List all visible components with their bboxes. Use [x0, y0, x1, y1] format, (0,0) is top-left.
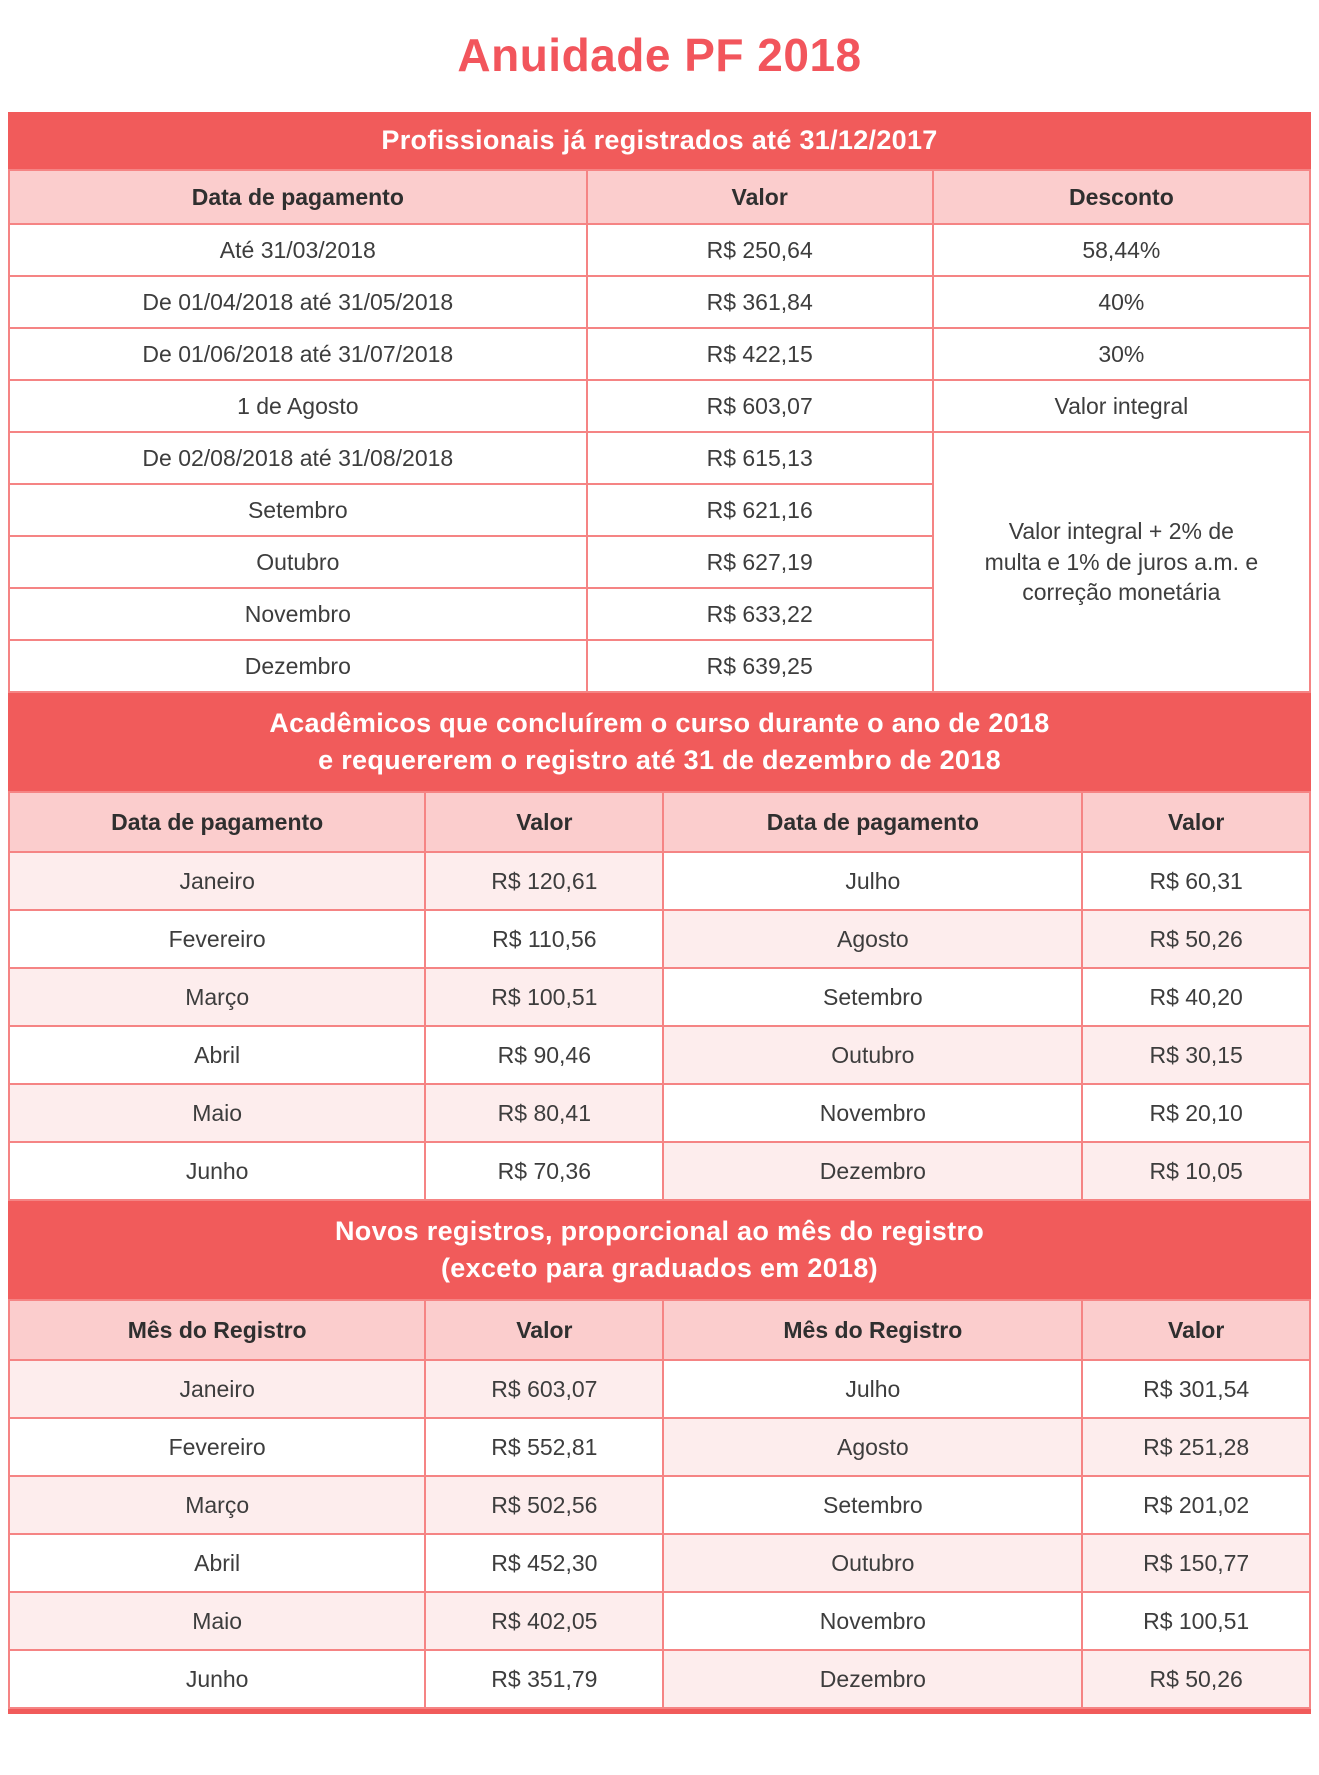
month-cell: Abril — [9, 1534, 425, 1592]
professionals-table — [8, 169, 1311, 693]
table-row — [9, 968, 1310, 1026]
value-cell: R$ 100,51 — [425, 968, 663, 1026]
month-cell: Novembro — [663, 1592, 1082, 1650]
month-cell: Julho — [663, 1360, 1082, 1418]
month-cell: Julho — [663, 852, 1082, 910]
column-header-value: Valor — [425, 792, 663, 852]
table-row — [9, 224, 1310, 276]
value-cell: R$ 110,56 — [425, 910, 663, 968]
value-cell: R$ 70,36 — [425, 1142, 663, 1200]
table-row — [9, 852, 1310, 910]
month-cell: Março — [9, 1476, 425, 1534]
value-cell: R$ 60,31 — [1082, 852, 1310, 910]
new-registrations-header-row — [9, 1300, 1310, 1360]
section-academics-banner — [8, 693, 1311, 791]
month-cell: Agosto — [663, 1418, 1082, 1476]
value-cell: R$ 201,02 — [1082, 1476, 1310, 1534]
payment-date-cell: Novembro — [9, 588, 587, 640]
payment-date-cell: Até 31/03/2018 — [9, 224, 587, 276]
annuity-table-document — [8, 112, 1311, 1714]
payment-date-cell: De 02/08/2018 até 31/08/2018 — [9, 432, 587, 484]
banner-line: e requererem o registro até 31 de dezembro de 2018 — [318, 745, 1001, 775]
banner-line: Novos registros, proporcional ao mês do registro — [334, 1216, 985, 1246]
payment-date-cell: Outubro — [9, 536, 587, 588]
value-cell: R$ 80,41 — [425, 1084, 663, 1142]
value-cell: R$ 90,46 — [425, 1026, 663, 1084]
value-cell: R$ 615,13 — [587, 432, 933, 484]
month-cell: Fevereiro — [9, 910, 425, 968]
value-cell: R$ 633,22 — [587, 588, 933, 640]
value-cell: R$ 639,25 — [587, 640, 933, 692]
value-cell: R$ 50,26 — [1082, 1650, 1310, 1708]
month-cell: Agosto — [663, 910, 1082, 968]
month-cell: Janeiro — [9, 852, 425, 910]
column-header-value: Valor — [425, 1300, 663, 1360]
month-cell: Fevereiro — [9, 1418, 425, 1476]
month-cell: Dezembro — [663, 1142, 1082, 1200]
column-header-registration-month: Mês do Registro — [9, 1300, 425, 1360]
value-cell: R$ 50,26 — [1082, 910, 1310, 968]
table-row — [9, 1592, 1310, 1650]
month-cell: Dezembro — [663, 1650, 1082, 1708]
table-row — [9, 1142, 1310, 1200]
value-cell: R$ 452,30 — [425, 1534, 663, 1592]
payment-date-cell: De 01/04/2018 até 31/05/2018 — [9, 276, 587, 328]
table-row — [9, 432, 1310, 484]
discount-cell: 40% — [933, 276, 1310, 328]
table-row — [9, 1084, 1310, 1142]
value-cell: R$ 552,81 — [425, 1418, 663, 1476]
table-row — [9, 1418, 1310, 1476]
value-cell: R$ 603,07 — [587, 380, 933, 432]
discount-cell: 30% — [933, 328, 1310, 380]
value-cell: R$ 422,15 — [587, 328, 933, 380]
value-cell: R$ 603,07 — [425, 1360, 663, 1418]
academics-table — [8, 791, 1311, 1201]
month-cell: Março — [9, 968, 425, 1026]
payment-date-cell: De 01/06/2018 até 31/07/2018 — [9, 328, 587, 380]
month-cell: Setembro — [663, 1476, 1082, 1534]
value-cell: R$ 10,05 — [1082, 1142, 1310, 1200]
value-cell: R$ 20,10 — [1082, 1084, 1310, 1142]
month-cell: Setembro — [663, 968, 1082, 1026]
table-row — [9, 1360, 1310, 1418]
table-row — [9, 276, 1310, 328]
banner-line: Acadêmicos que concluírem o curso durante o ano de 2018 — [269, 708, 1050, 738]
column-header-discount: Desconto — [933, 170, 1310, 224]
column-header-payment-date: Data de pagamento — [9, 170, 587, 224]
month-cell: Maio — [9, 1084, 425, 1142]
section-new-registrations-banner — [8, 1201, 1311, 1299]
value-cell: R$ 30,15 — [1082, 1026, 1310, 1084]
table-row — [9, 910, 1310, 968]
month-cell: Junho — [9, 1650, 425, 1708]
column-header-value: Valor — [1082, 1300, 1310, 1360]
payment-date-cell: Setembro — [9, 484, 587, 536]
value-cell: R$ 150,77 — [1082, 1534, 1310, 1592]
discount-cell: 58,44% — [933, 224, 1310, 276]
value-cell: R$ 301,54 — [1082, 1360, 1310, 1418]
table-row — [9, 328, 1310, 380]
value-cell: R$ 627,19 — [587, 536, 933, 588]
payment-date-cell: 1 de Agosto — [9, 380, 587, 432]
late-penalty-note-cell: Valor integral + 2% de multa e 1% de juros a.m. e correção monetária — [933, 432, 1310, 692]
value-cell: R$ 251,28 — [1082, 1418, 1310, 1476]
value-cell: R$ 120,61 — [425, 852, 663, 910]
banner-line: (exceto para graduados em 2018) — [441, 1253, 878, 1283]
table-row — [9, 1534, 1310, 1592]
month-cell: Novembro — [663, 1084, 1082, 1142]
table-row — [9, 1476, 1310, 1534]
table-row — [9, 380, 1310, 432]
month-cell: Junho — [9, 1142, 425, 1200]
value-cell: R$ 40,20 — [1082, 968, 1310, 1026]
page-title: Anuidade PF 2018 — [457, 29, 862, 81]
column-header-value: Valor — [587, 170, 933, 224]
table-row — [9, 1650, 1310, 1708]
value-cell: R$ 402,05 — [425, 1592, 663, 1650]
value-cell: R$ 361,84 — [587, 276, 933, 328]
table-row — [9, 1026, 1310, 1084]
academics-header-row — [9, 792, 1310, 852]
month-cell: Abril — [9, 1026, 425, 1084]
month-cell: Maio — [9, 1592, 425, 1650]
section-professionals-banner: Profissionais já registrados até 31/12/2017 — [8, 112, 1311, 169]
month-cell: Outubro — [663, 1026, 1082, 1084]
payment-date-cell: Dezembro — [9, 640, 587, 692]
value-cell: R$ 250,64 — [587, 224, 933, 276]
month-cell: Outubro — [663, 1534, 1082, 1592]
column-header-payment-date: Data de pagamento — [663, 792, 1082, 852]
month-cell: Janeiro — [9, 1360, 425, 1418]
column-header-value: Valor — [1082, 792, 1310, 852]
value-cell: R$ 351,79 — [425, 1650, 663, 1708]
new-registrations-table — [8, 1299, 1311, 1709]
column-header-registration-month: Mês do Registro — [663, 1300, 1082, 1360]
column-header-payment-date: Data de pagamento — [9, 792, 425, 852]
value-cell: R$ 502,56 — [425, 1476, 663, 1534]
value-cell: R$ 100,51 — [1082, 1592, 1310, 1650]
value-cell: R$ 621,16 — [587, 484, 933, 536]
discount-cell: Valor integral — [933, 380, 1310, 432]
professionals-header-row — [9, 170, 1310, 224]
